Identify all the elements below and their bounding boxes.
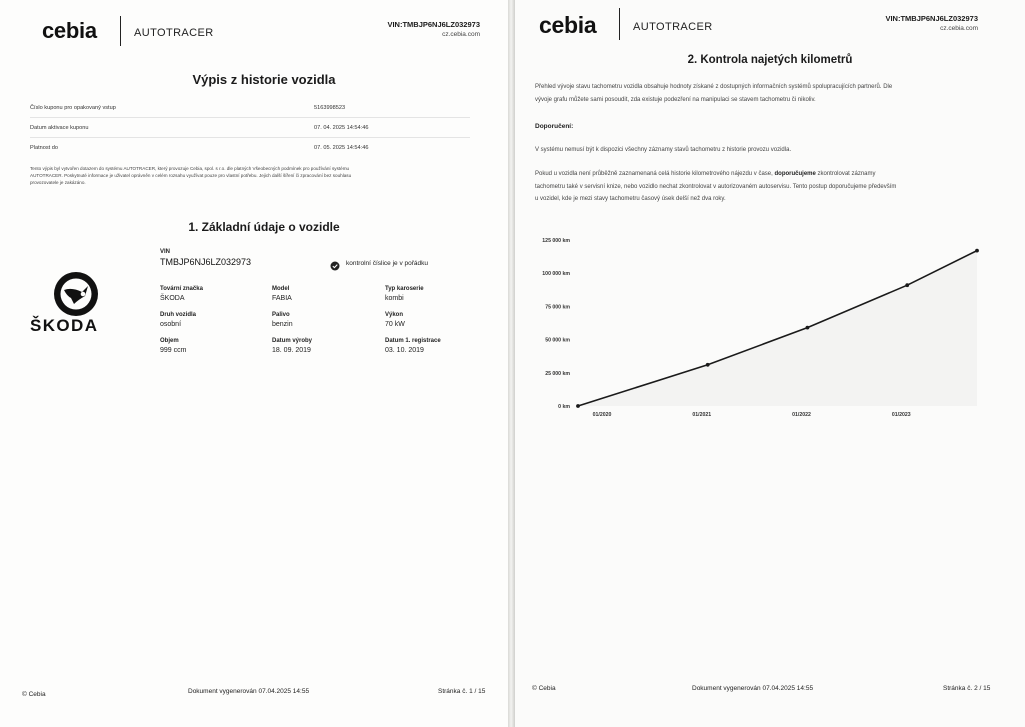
valid-until-value: 07. 05. 2025 14:54:46 — [314, 145, 369, 151]
mileage-chart — [515, 225, 1020, 430]
section-title-basic-data: 1. Základní údaje o vozidle — [188, 220, 340, 234]
detail-value-brand: ŠKODA — [160, 295, 185, 302]
skoda-wordmark: ŠKODA — [30, 316, 99, 335]
detail-label-fuel: Palivo — [272, 312, 290, 318]
advice-line: tachometru také v servisní knize, nebo vozidlo nechat zkontrolovat v autorizovaném autoservisu. Tento postup doporučujeme především — [535, 183, 897, 190]
cebia-logo: cebia — [539, 12, 597, 38]
advice-text: Pokud u vozidla není průběžně zaznamenaná celá historie kilometrového nájezdu v čase, — [535, 171, 775, 177]
detail-label-power: Výkon — [385, 312, 404, 318]
detail-label-brand: Tovární značka — [160, 286, 203, 292]
header-vin: VIN:TMBJP6NJ6LZ032973 — [885, 14, 978, 23]
autotracer-label: AUTOTRACER — [633, 21, 713, 33]
detail-value-power: 70 kW — [385, 321, 405, 328]
advice-text: zkontrolovat záznamy — [815, 171, 876, 177]
disclaimer-line: provozovatele je zakázáno. — [30, 180, 86, 186]
header-website[interactable]: cz.cebia.com — [940, 25, 978, 32]
page-title: Výpis z historie vozidla — [192, 72, 336, 87]
activation-date-value: 07. 04. 2025 14:54:46 — [314, 125, 369, 131]
footer-page-number: Stránka č. 1 / 15 — [438, 688, 486, 695]
intro-line: Přehled vývoje stavu tachometru vozidla obsahuje hodnoty získané z dostupných informačních systémů spolupracujících partnerů. Dle — [535, 84, 893, 90]
check-ok-icon — [330, 258, 340, 268]
skoda-logo-icon — [52, 270, 100, 318]
advice-emphasis: doporučujeme — [774, 171, 816, 177]
detail-value-first-registration: 03. 10. 2019 — [385, 347, 424, 354]
detail-label-model: Model — [272, 286, 290, 292]
row-divider — [30, 137, 470, 138]
advice-line: u vozidel, kde je mezi stavy tachometru časový úsek delší než dva roky. — [535, 196, 726, 202]
series-area — [578, 251, 977, 406]
footer-generated: Dokument vygenerován 07.04.2025 14:55 — [692, 685, 814, 692]
coupon-number-value: 5163998523 — [314, 105, 346, 111]
mileage-intro — [535, 81, 1005, 106]
data-point — [806, 326, 810, 330]
footer-copyright: © Cebia — [22, 691, 46, 698]
detail-label-volume: Objem — [160, 338, 179, 344]
footer-generated: Dokument vygenerován 07.04.2025 14:55 — [188, 688, 310, 695]
y-tick-label: 75 000 km — [545, 304, 570, 311]
valid-until-label: Platnost do — [30, 145, 58, 151]
detail-value-model: FABIA — [272, 295, 292, 302]
logo-divider — [120, 16, 121, 46]
detail-value-fuel: benzin — [272, 321, 293, 328]
detail-value-volume: 999 ccm — [160, 347, 187, 354]
page-gutter — [508, 0, 515, 727]
coupon-number-label: Číslo kuponu pro opakovaný vstup — [30, 105, 116, 111]
disclaimer-line: Tento výpis byl vytvořen dotazem do systému AUTOTRACER, který provozuje Cebia, spol. s r.o. dle platných Všeobecných podmínek pro používání systému — [30, 166, 350, 171]
vin-check-text: kontrolní číslice je v pořádku — [346, 260, 429, 267]
cebia-logo: cebia — [42, 18, 97, 43]
vin-label: VIN — [160, 249, 171, 255]
report-page-1 — [0, 0, 508, 727]
section-title-mileage: 2. Kontrola najetých kilometrů — [687, 54, 853, 66]
detail-label-first-registration: Datum 1. registrace — [385, 338, 441, 344]
recommendation-line: V systému nemusí být k dispozici všechny záznamy stavů tachometru z historie provozu vozidla. — [535, 147, 792, 153]
footer-copyright: © Cebia — [532, 685, 556, 692]
y-tick-label: 25 000 km — [545, 370, 570, 377]
detail-label-production-date: Datum výroby — [272, 338, 313, 344]
row-divider — [30, 117, 470, 118]
intro-line: vývoje grafu můžete sami posoudit, zda existuje podezření na manipulaci se stavem tachometru či nikoliv. — [535, 96, 816, 103]
autotracer-label: AUTOTRACER — [134, 27, 214, 39]
disclaimer-line: AUTOTRACER. Poskytnuté informace je uživatel oprávněn v celém rozsahu využívat pouze pro vlastní potřebu. Jejich další šíření či zpracování bez souhlasu — [30, 173, 352, 179]
disclaimer — [30, 165, 476, 187]
y-tick-label: 100 000 km — [542, 271, 570, 278]
header-vin: VIN:TMBJP6NJ6LZ032973 — [387, 20, 480, 29]
x-tick-label: 01/2022 — [792, 412, 811, 418]
x-tick-label: 01/2021 — [692, 412, 712, 418]
detail-value-production-date: 18. 09. 2019 — [272, 347, 311, 354]
y-tick-label: 50 000 km — [545, 337, 570, 344]
mileage-chart-svg — [515, 225, 1020, 430]
x-tick-label: 01/2020 — [592, 412, 612, 418]
detail-label-body: Typ karoserie — [385, 286, 424, 292]
advice-paragraph — [535, 168, 1005, 206]
report-page-2 — [515, 0, 1025, 727]
recommendation-title: Doporučení: — [535, 123, 574, 130]
footer-page-number: Stránka č. 2 / 15 — [943, 685, 991, 692]
data-point — [905, 283, 909, 287]
activation-date-label: Datum aktivace kuponu — [30, 125, 89, 131]
x-tick-label: 01/2023 — [891, 412, 911, 418]
detail-value-type: osobní — [160, 321, 182, 328]
y-tick-label: 0 km — [558, 404, 570, 410]
header-website[interactable]: cz.cebia.com — [442, 31, 480, 38]
data-point — [706, 363, 710, 367]
advice-line — [535, 168, 1005, 181]
data-point — [576, 404, 580, 408]
detail-value-body: kombi — [385, 295, 404, 302]
detail-label-type: Druh vozidla — [160, 312, 197, 318]
vin-value: TMBJP6NJ6LZ032973 — [160, 257, 252, 267]
y-tick-label: 125 000 km — [542, 238, 570, 244]
data-point — [975, 249, 979, 253]
logo-divider — [619, 8, 620, 40]
